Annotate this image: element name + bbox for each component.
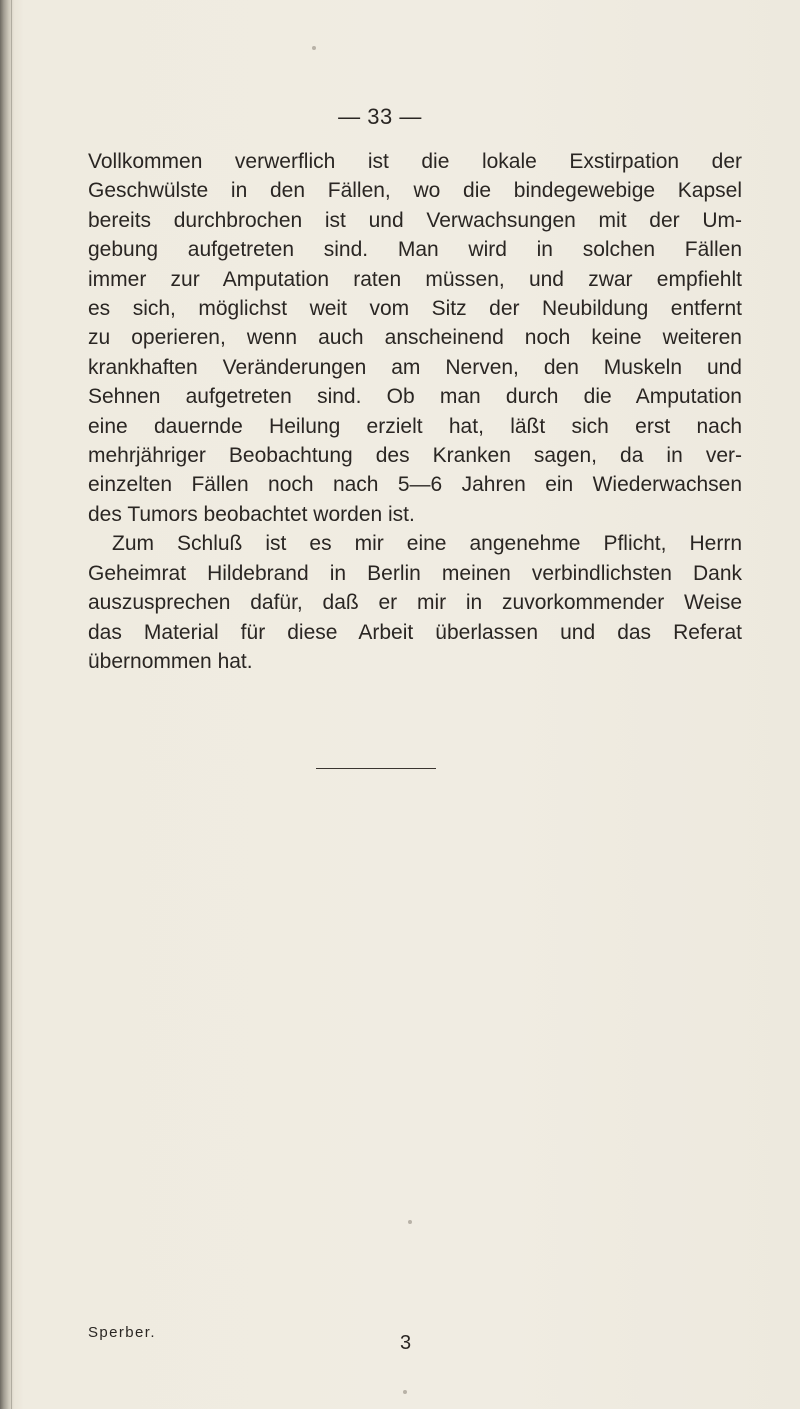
text-line: krankhaften Veränderungen am Nerven, den Muskeln und [88, 355, 742, 379]
binding-shadow-line [11, 0, 12, 1409]
page-number: — 33 — [338, 104, 422, 129]
text-line: bereits durchbrochen ist und Verwachsungen mit der Um- [88, 208, 742, 232]
sheet-signature-number: 3 [400, 1332, 412, 1354]
text-line: Geschwülste in den Fällen, wo die bindegewebige Kapsel [88, 179, 742, 203]
body-text [88, 147, 742, 676]
text-line: Zum Schluß ist es mir eine angenehme Pflicht, Herrn [112, 532, 742, 556]
text-line: Geheimrat Hildebrand in Berlin meinen verbindlichsten Dank [88, 561, 742, 585]
text-line: das Material für diese Arbeit überlassen und das Referat [88, 620, 742, 644]
text-line: mehrjähriger Beobachtung des Kranken sagen, da in ver- [88, 444, 742, 468]
text-line: Vollkommen verwerflich ist die lokale Exstirpation der [88, 150, 742, 173]
text-line: eine dauernde Heilung erzielt hat, läßt sich erst nach [88, 414, 742, 438]
paragraph-1 [88, 147, 742, 529]
text-line: einzelten Fällen noch nach 5—6 Jahren ein Wiederwachsen [88, 473, 742, 497]
text-line: immer zur Amputation raten müssen, und zwar empfiehlt [88, 267, 742, 291]
paper-speck [312, 46, 316, 50]
text-line: übernommen hat. [88, 649, 253, 673]
paragraph-2 [88, 529, 742, 676]
paper-speck [403, 1390, 407, 1394]
paper-speck [408, 1220, 412, 1224]
signature-mark: Sperber. [88, 1324, 156, 1341]
text-line: zu operieren, wenn auch anscheinend noch keine weiteren [88, 326, 742, 350]
text-line: es sich, möglichst weit vom Sitz der Neubildung entfernt [88, 297, 742, 321]
text-line: auszusprechen dafür, daß er mir in zuvorkommender Weise [88, 591, 742, 615]
text-line: gebung aufgetreten sind. Man wird in solchen Fällen [88, 238, 742, 262]
section-end-rule [316, 768, 436, 769]
text-line: Sehnen aufgetreten sind. Ob man durch die Amputation [88, 385, 742, 409]
text-line: des Tumors beobachtet worden ist. [88, 502, 415, 526]
